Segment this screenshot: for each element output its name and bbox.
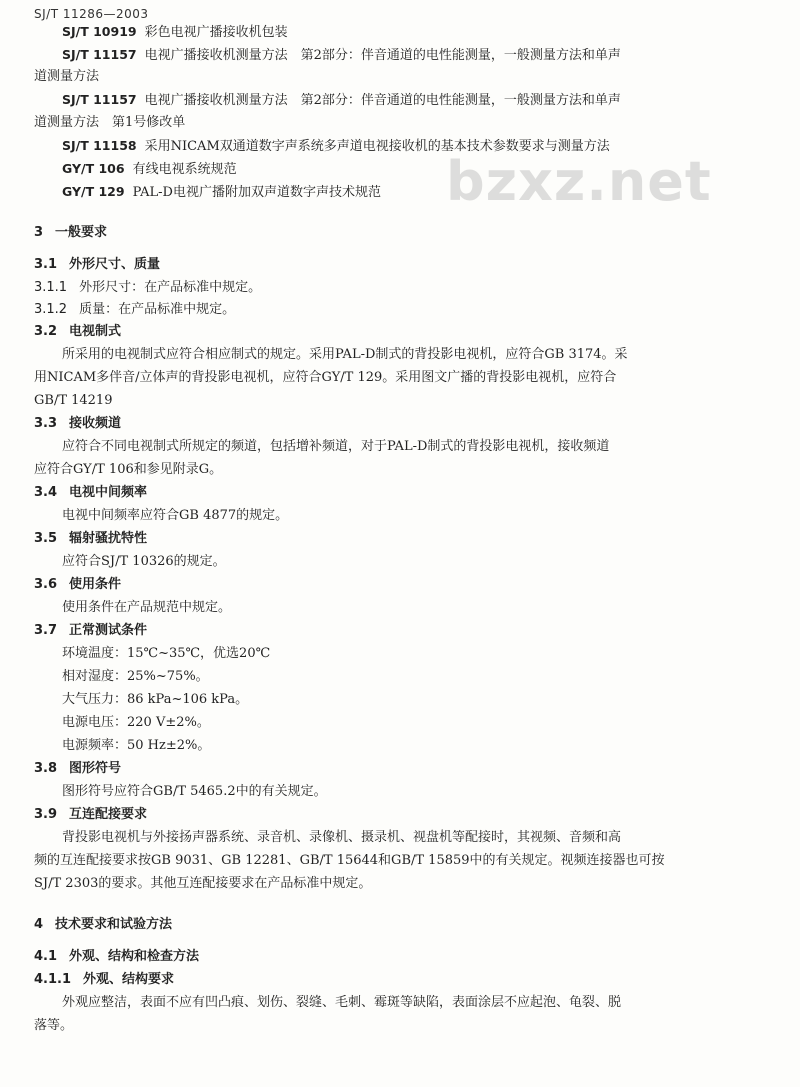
paragraph-line: 落等。 xyxy=(34,1018,74,1033)
ref-line: SJ/T 11158 采用NICAM双通道数字声系统多声道电视接收机的基本技术参数要求与测量方法 xyxy=(62,138,610,154)
condition-item: 大气压力：86 kPa~106 kPa。 xyxy=(62,692,249,707)
paragraph-line: SJ/T 2303的要求。其他互连配接要求在产品标准中规定。 xyxy=(34,876,372,891)
ref-line: SJ/T 11157 电视广播接收机测量方法 第2部分：伴音通道的电性能测量，一般测量方法和单声 xyxy=(62,47,621,63)
section-heading: 3.9 互连配接要求 xyxy=(34,807,148,822)
section-heading: 3.1 外形尺寸、质量 xyxy=(34,257,161,272)
condition-item: 环境温度：15℃~35℃，优选20℃ xyxy=(62,646,271,661)
clause: 3.1.1 外形尺寸：在产品标准中规定。 xyxy=(34,280,262,295)
ref-line: SJ/T 11157 电视广播接收机测量方法 第2部分：伴音通道的电性能测量，一般测量方法和单声 xyxy=(62,92,621,108)
watermark: bzxz.net xyxy=(446,150,712,213)
paragraph-line: 应符合GY/T 106和参见附录G。 xyxy=(34,462,223,477)
paragraph-line: 应符合SJ/T 10326的规定。 xyxy=(62,554,226,569)
paragraph-line: 所采用的电视制式应符合相应制式的规定。采用PAL-D制式的背投影电视机，应符合GB 3174。采 xyxy=(62,347,628,362)
paragraph-line: 用NICAM多伴音/立体声的背投影电视机，应符合GY/T 129。采用图文广播的背投影电视机，应符合 xyxy=(34,370,617,385)
paragraph-line: 应符合不同电视制式所规定的频道，包括增补频道，对于PAL-D制式的背投影电视机，接收频道 xyxy=(62,439,610,454)
section-heading: 3.7 正常测试条件 xyxy=(34,623,148,638)
ref-line: SJ/T 10919 彩色电视广播接收机包装 xyxy=(62,24,288,40)
clause: 3.1.2 质量：在产品标准中规定。 xyxy=(34,302,236,317)
section-heading: 3.8 图形符号 xyxy=(34,761,122,776)
ref-line-cont: 道测量方法 xyxy=(34,69,100,84)
paragraph-line: 电视中间频率应符合GB 4877的规定。 xyxy=(62,508,289,523)
section-heading: 3.5 辐射骚扰特性 xyxy=(34,531,148,546)
condition-item: 相对湿度：25%~75%。 xyxy=(62,669,209,684)
section-heading: 3.4 电视中间频率 xyxy=(34,485,148,500)
section-heading: 3.2 电视制式 xyxy=(34,324,122,339)
ref-line: GY/T 129 PAL-D电视广播附加双声道数字声技术规范 xyxy=(62,184,381,200)
condition-item: 电源电压：220 V±2%。 xyxy=(62,715,210,730)
section-heading: 4.1.1 外观、结构要求 xyxy=(34,972,175,987)
paragraph-line: 图形符号应符合GB/T 5465.2中的有关规定。 xyxy=(62,784,327,799)
condition-item: 电源频率：50 Hz±2%。 xyxy=(62,738,211,753)
paragraph-line: GB/T 14219 xyxy=(34,393,113,408)
section-heading: 4.1 外观、结构和检查方法 xyxy=(34,949,200,964)
section-heading: 3.3 接收频道 xyxy=(34,416,122,431)
paragraph-line: 外观应整洁，表面不应有凹凸痕、划伤、裂缝、毛刺、霉斑等缺陷，表面涂层不应起泡、龟裂、脱 xyxy=(62,995,622,1010)
paragraph-line: 背投影电视机与外接扬声器系统、录音机、录像机、摄录机、视盘机等配接时，其视频、音频和高 xyxy=(62,830,622,845)
paragraph-line: 频的互连配接要求按GB 9031、GB 12281、GB/T 15644和GB/T 15859中的有关规定。视频连接器也可按 xyxy=(34,853,665,868)
paragraph-line: 使用条件在产品规范中规定。 xyxy=(62,600,232,615)
page-header: SJ/T 11286—2003 xyxy=(34,7,149,21)
ref-line: GY/T 106 有线电视系统规范 xyxy=(62,161,237,177)
section-heading: 4 技术要求和试验方法 xyxy=(34,917,173,932)
section-heading: 3.6 使用条件 xyxy=(34,577,122,592)
ref-line-cont: 道测量方法 第1号修改单 xyxy=(34,115,186,130)
section-heading: 3 一般要求 xyxy=(34,225,108,240)
